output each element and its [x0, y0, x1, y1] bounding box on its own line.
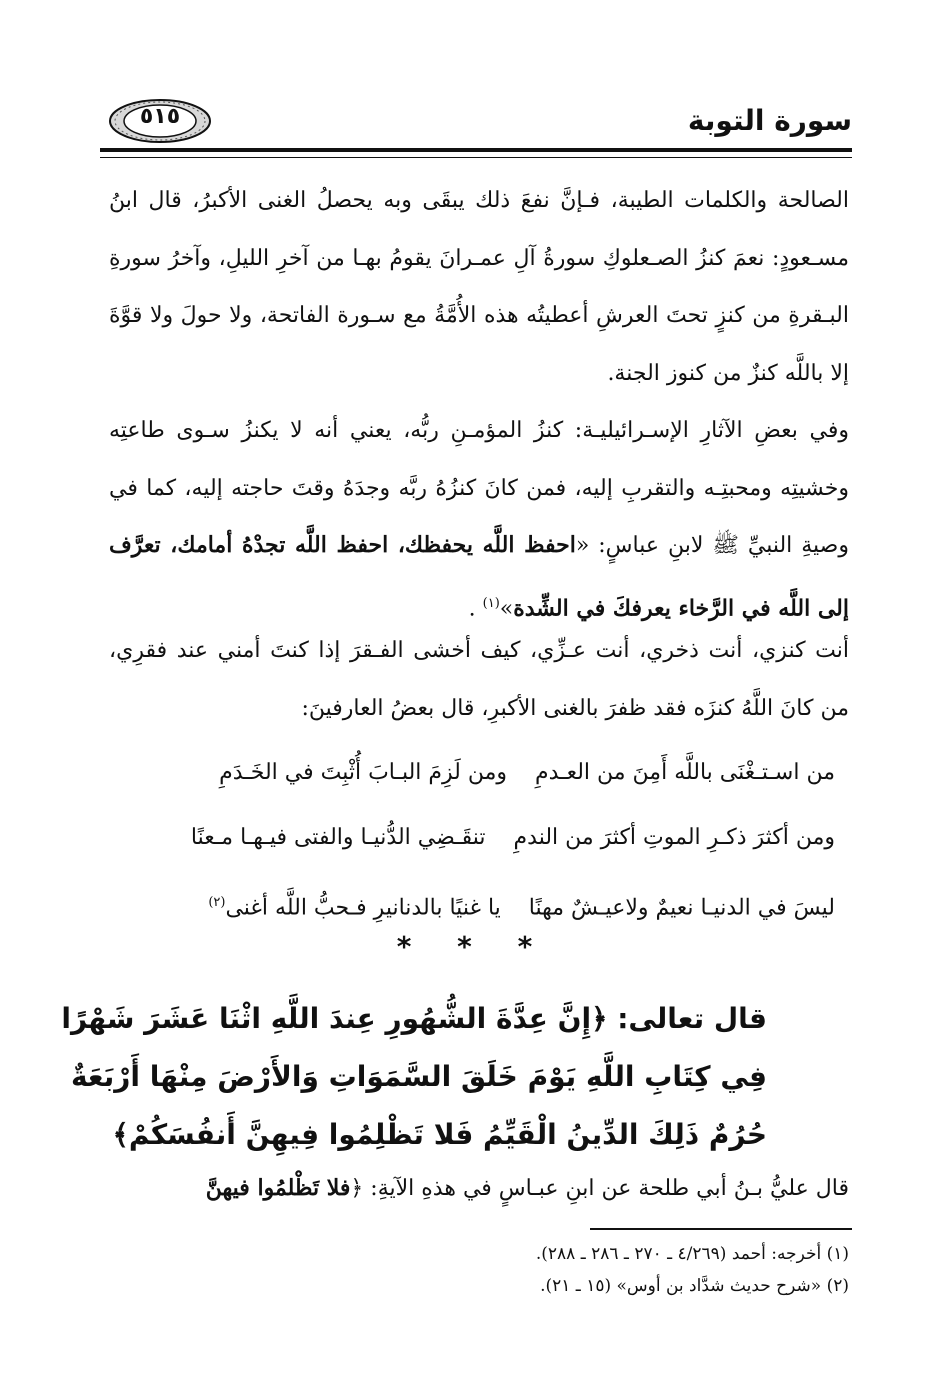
hadith-text: احفظ اللَّه يحفظك، احفظ اللَّه تجدْهُ أمامك، تعرَّف إلى اللَّه في الرَّخاء يعرفكَ في الشِّدة	[109, 532, 849, 621]
section-separator: * * *	[396, 930, 551, 963]
poem-verses	[135, 740, 835, 940]
footnote-2: (٢) «شرح حديث شدَّاد بن أوس» (١٥ ـ ٢١).	[540, 1276, 849, 1296]
quran-line: قال تعالى: ﴿إِنَّ عِدَّةَ الشُّهُورِ عِندَ اللَّهِ اثْنَا عَشَرَ شَهْرًا	[61, 1002, 767, 1035]
footnote-ref-1: (١)	[482, 595, 500, 611]
verse-first-half: ومن أكثرَ ذكـرِ الموتِ أكثرَ من الندمِ	[513, 825, 835, 850]
header-rule-thick	[100, 148, 852, 152]
paragraph-end: .	[468, 595, 483, 621]
paragraph-text	[109, 402, 849, 637]
header-rule-thin	[100, 157, 852, 158]
paragraph-text: أنت كنزي، أنت ذخري، أنت عـزِّي، كيف أخشى الفـقرَ إذا كنتَ أمني عند فقرِي، من كانَ اللَّهُ كنزَه فقد ظفرَ بالغنى الأكبرِ، قال بعضُ العارفينَ:	[109, 638, 849, 721]
quran-verse-block	[61, 990, 767, 1164]
footnote-divider	[590, 1228, 852, 1230]
paragraph-3	[109, 622, 849, 737]
quran-line: حُرُمٌ ذَلِكَ الدِّينُ الْقَيِّمُ فَلا تَظْلِمُوا فِيهِنَّ أَنفُسَكُمْ﴾	[112, 1118, 767, 1151]
paragraph-1	[109, 172, 849, 402]
verse-line	[135, 805, 835, 870]
footnotes	[109, 1238, 849, 1302]
footnote-1: (١) أخرجه: أحمد (٤/٢٦٩ ـ ٢٧٠ ـ ٢٨٦ ـ ٢٨٨).	[535, 1244, 849, 1264]
page-number: ٥١٥	[139, 104, 181, 129]
paragraph-text: الصالحة والكلمات الطيبة، فـإنَّ نفعَ ذلك يبقَى وبه يحصلُ الغنى الأكبرُ، قال ابنُ مسـعودٍ: نعمَ كنزُ الصـعلوكِ سورةُ آلِ عمـرانَ يقومُ بهـا من آخرِ الليلِ، وآخرُ سورةِ البـقرةِ من كنزٍ تحتَ العرشِ أعطيتُه هذه الأُمَّةُ مع سـورة الفاتحة، ولا حولَ ولا قوَّةَ إلا باللَّه كنزٌ من كنوز الجنة.	[109, 188, 850, 386]
quran-quote: فلا تَظْلمُوا فيهنَّ	[205, 1175, 351, 1201]
verse-second-half: تنقَـضِي الدُّنيـا والفتى فيـهـا مـعنًا	[190, 825, 486, 850]
paragraph-4	[109, 1160, 849, 1218]
paragraph-text-part: قال عليُّ بـنُ أبي طلحة عن ابنِ عبـاسٍ في هذهِ الآيةِ: ﴿	[350, 1176, 849, 1201]
surah-title: سورة التوبة	[687, 104, 852, 137]
verse-first-half: ليسَ في الدنيـا نعيمٌ ولاعيـشٌ مهنًا	[528, 895, 835, 921]
verse-first-half: من اسـتـغْنَى باللَّه أَمِنَ من العـدمِ	[535, 760, 835, 785]
paragraph-text-part: وفي بعضِ الآثارِ الإسـرائيليـة: كنزُ المؤمـنِ ربُّه، يعني أنه لا يكنزُ سـوى طاعتِه وخشيتِه ومحبتِـه والتقربِ إليه، فمن كانَ كنزُهُ ربَّه وجدَهُ وقتَ حاجته إليه، كما في وصيةِ النبيِّ ﷺ لابنِ عباسٍ: «	[109, 418, 849, 558]
page-number-badge	[108, 98, 212, 144]
footnote-ref-2: (٢)	[208, 895, 226, 910]
paragraph-2	[109, 402, 849, 637]
quran-line: فِي كِتَابِ اللَّهِ يَوْمَ خَلَقَ السَّمَوَاتِ وَالأَرْضَ مِنْهَا أَرْبَعَةٌ	[70, 1060, 767, 1093]
paragraph-text	[109, 1160, 849, 1218]
quote-close: »	[499, 595, 514, 621]
verse-line	[135, 740, 835, 805]
verse-second-half: يا غنيًا بالدنانيرِ فـحبُّ اللَّه أغنى	[225, 895, 501, 921]
verse-second-half: ومن لَزِمَ البـابَ أُثْبِتَ في الخَـدَمِ	[219, 760, 507, 785]
